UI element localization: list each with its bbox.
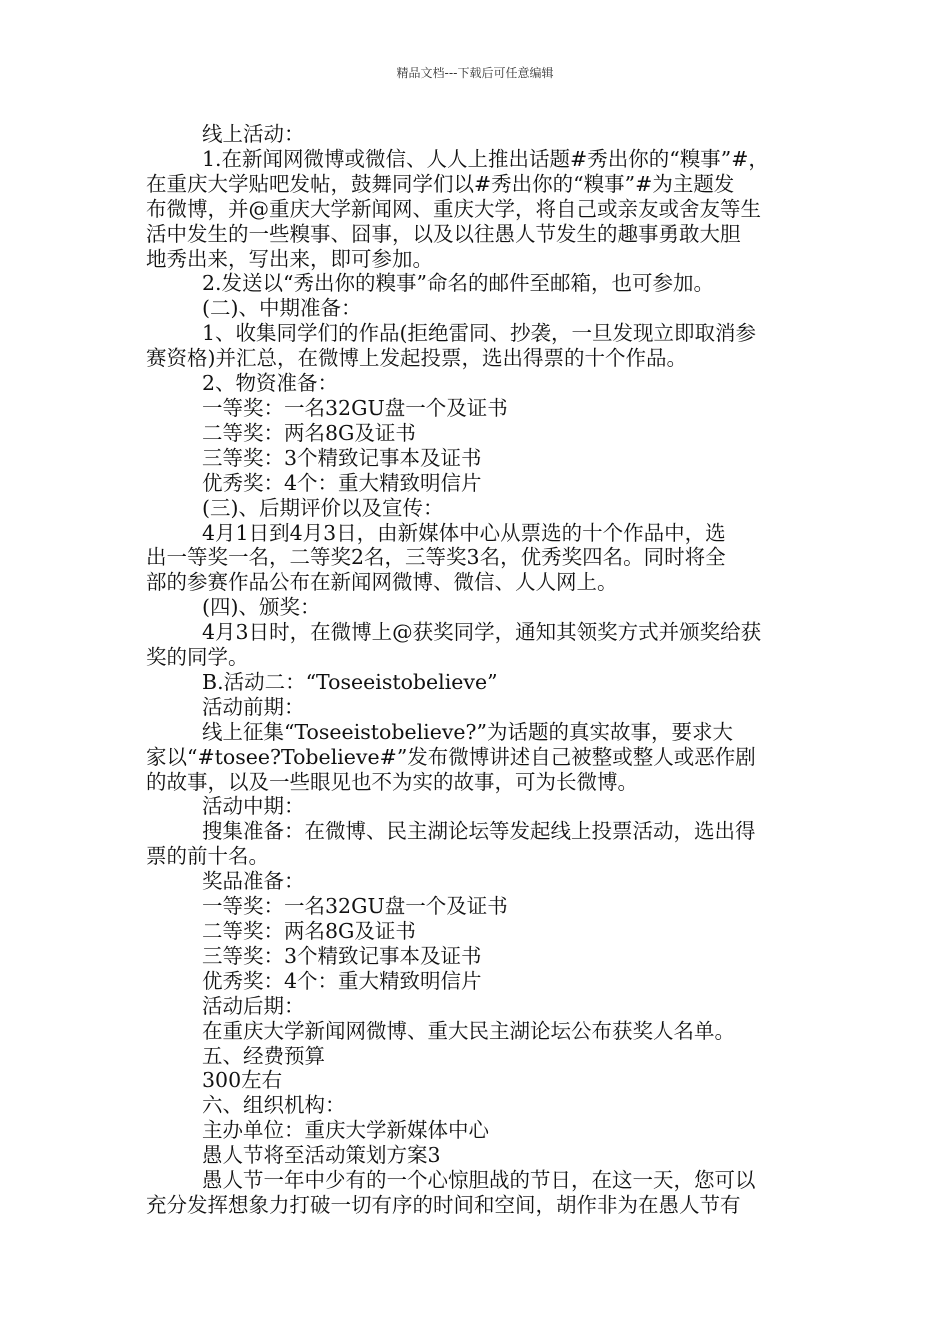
text-line: (二)、中期准备： — [202, 296, 362, 321]
text-line: 五、经费预算 — [202, 1043, 325, 1068]
text-line: (四)、颁奖： — [202, 595, 321, 620]
page-header: 精品文档---下载后可任意编辑 — [396, 66, 554, 80]
text-line: 1.在新闻网微博或微信、人人上推出话题#秀出你的“糗事”#， — [202, 146, 769, 171]
text-line: 2.发送以“秀出你的糗事”命名的邮件至邮箱，也可参加。 — [202, 271, 715, 296]
text-line: 部的参赛作品公布在新闻网微博、微信、人人网上。 — [146, 570, 618, 595]
text-line: 三等奖：3个精致记事本及证书 — [202, 445, 482, 470]
text-line: 三等奖：3个精致记事本及证书 — [202, 943, 482, 968]
text-line: 2、物资准备： — [202, 371, 339, 396]
text-line: 的故事，以及一些眼见也不为实的故事，可为长微博。 — [146, 769, 638, 794]
text-line: 在重庆大学贴吧发帖，鼓舞同学们以#秀出你的“糗事”#为主题发 — [146, 171, 735, 196]
text-line: 出一等奖一名，二等奖2名，三等奖3名，优秀奖四名。同时将全 — [146, 545, 726, 570]
text-line: 线上征集“Toseeistobelieve?”为话题的真实故事，要求大 — [202, 719, 734, 744]
text-line: 在重庆大学新闻网微博、重大民主湖论坛公布获奖人名单。 — [202, 1018, 735, 1043]
document-body — [146, 122, 810, 1218]
text-line: 充分发挥想象力打破一切有序的时间和空间，胡作非为在愚人节有 — [146, 1192, 741, 1217]
text-line: 二等奖：两名8G及证书 — [202, 420, 416, 445]
text-line: 布微博，并@重庆大学新闻网、重庆大学，将自己或亲友或舍友等生 — [146, 196, 761, 221]
text-line: 愚人节一年中少有的一个心惊胆战的节日，在这一天，您可以 — [202, 1168, 756, 1193]
text-line: 票的前十名。 — [146, 844, 269, 869]
text-line: 优秀奖：4个：重大精致明信片 — [202, 968, 482, 993]
text-line: 二等奖：两名8G及证书 — [202, 919, 416, 943]
text-line: 活中发生的一些糗事、囧事，以及以往愚人节发生的趣事勇敢大胆 — [146, 221, 741, 246]
text-line: 主办单位：重庆大学新媒体中心 — [202, 1118, 489, 1143]
text-line: 家以“#tosee?Tobelieve#”发布微博讲述自己被整或整人或恶作剧 — [146, 744, 756, 769]
text-line: 活动后期： — [202, 993, 305, 1018]
text-line: 300左右 — [202, 1068, 283, 1093]
text-line: 1、收集同学们的作品(拒绝雷同、抄袭，一旦发现立即取消参 — [202, 321, 757, 346]
text-line: 4月1日到4月3日，由新媒体中心从票选的十个作品中，选 — [202, 520, 726, 545]
text-line: 奖的同学。 — [146, 645, 249, 670]
text-line: 线上活动： — [202, 122, 305, 146]
text-line: 活动中期： — [202, 794, 305, 819]
text-line: 六、组织机构： — [202, 1093, 346, 1118]
text-line: 搜集准备：在微博、民主湖论坛等发起线上投票活动，选出得 — [202, 819, 756, 844]
text-line: (三)、后期评价以及宣传： — [202, 495, 444, 520]
text-line: 奖品准备： — [202, 869, 305, 894]
text-line: 活动前期： — [202, 694, 305, 719]
text-line: 赛资格)并汇总，在微博上发起投票，选出得票的十个作品。 — [146, 346, 687, 371]
text-line: 4月3日时，在微博上@获奖同学，通知其领奖方式并颁奖给获 — [202, 620, 762, 645]
text-line: 优秀奖：4个：重大精致明信片 — [202, 470, 482, 495]
text-line: 一等奖：一名32GU盘一个及证书 — [202, 395, 508, 420]
text-line: 愚人节将至活动策划方案3 — [202, 1143, 441, 1168]
text-line: 地秀出来，写出来，即可参加。 — [146, 246, 433, 271]
text-line: 一等奖：一名32GU盘一个及证书 — [202, 894, 508, 919]
text-line: B.活动二：“Toseeistobelieve” — [202, 669, 498, 694]
